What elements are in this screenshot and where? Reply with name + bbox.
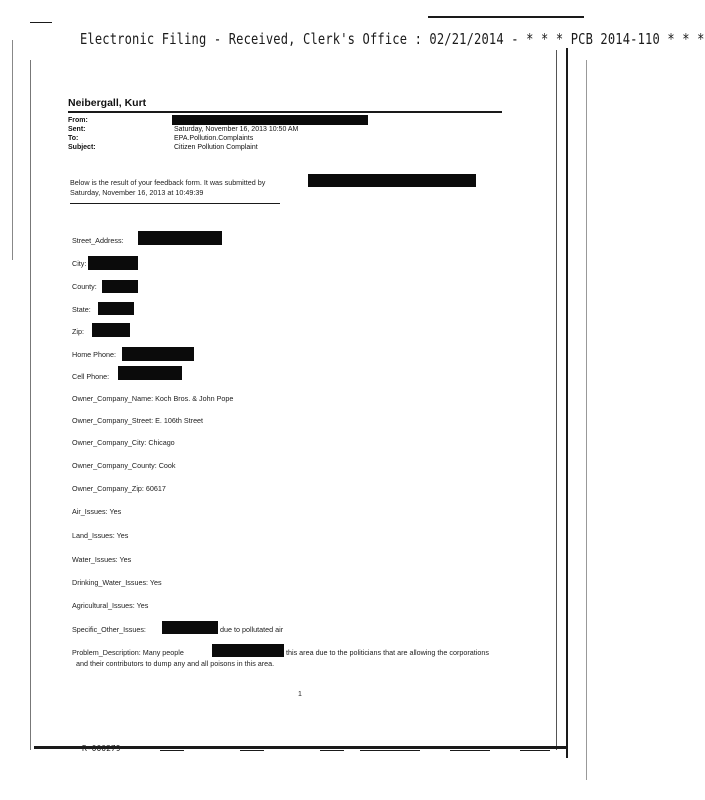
sender-name: Neibergall, Kurt: [68, 97, 147, 109]
field-owner-company-county: Owner_Company_County: Cook: [72, 461, 176, 470]
scan-right-edge: [566, 48, 568, 758]
field-air-issues: Air_Issues: Yes: [72, 507, 122, 516]
bates-number: R-000279: [82, 744, 121, 753]
field-owner-company-name: Owner_Company_Name: Koch Bros. & John Pope: [72, 394, 234, 403]
field-drinking-water-issues: Drinking_Water_Issues: Yes: [72, 578, 162, 587]
redaction-home-phone: [122, 347, 194, 361]
field-owner-company-street: Owner_Company_Street: E. 106th Street: [72, 416, 204, 425]
scan-left-edge-lower: [30, 60, 31, 750]
redaction-specific-other: [162, 621, 218, 634]
intro-line-1: Below is the result of your feedback form. It was submitted by: [70, 178, 266, 187]
redaction-street-address: [138, 231, 222, 245]
field-state: State:: [72, 305, 91, 314]
problem-description-line-2: and their contributors to dump any and all poisons in this area.: [76, 659, 275, 668]
redaction-city: [88, 256, 138, 270]
filing-stamp: Electronic Filing - Received, Clerk's Office : 02/21/2014 - * * * PCB 2014-110 * * *: [80, 30, 705, 48]
scan-bottom-dash-3: [320, 750, 344, 751]
scan-right-edge-2: [556, 50, 557, 750]
header-sent-value: Saturday, November 16, 2013 10:50 AM: [174, 126, 299, 133]
field-cell-phone: Cell Phone:: [72, 372, 110, 381]
field-zip: Zip:: [72, 327, 84, 336]
field-home-phone: Home Phone:: [72, 350, 116, 359]
scan-left-edge: [12, 40, 13, 260]
redaction-from: [172, 115, 368, 125]
header-sent-label: Sent:: [68, 126, 86, 133]
redaction-county: [102, 280, 138, 293]
field-water-issues: Water_Issues: Yes: [72, 555, 132, 564]
header-to-label: To:: [68, 135, 79, 142]
scan-bottom-dash-5: [450, 750, 490, 751]
field-problem-description: Problem_Description: Many people: [72, 648, 184, 657]
field-owner-company-city: Owner_Company_City: Chicago: [72, 438, 175, 447]
scan-bottom-dash-1: [160, 750, 184, 751]
scan-bottom-dash-6: [520, 750, 550, 751]
scan-bottom-dash-2: [240, 750, 264, 751]
redaction-state: [98, 302, 134, 315]
intro-divider: [70, 203, 280, 204]
redaction-cell-phone: [118, 366, 182, 380]
redaction-zip: [92, 323, 130, 337]
header-subject-value: Citizen Pollution Complaint: [174, 144, 258, 151]
field-county: County:: [72, 282, 97, 291]
header-from-label: From:: [68, 117, 88, 124]
field-owner-company-zip: Owner_Company_Zip: 60617: [72, 484, 166, 493]
field-city: City:: [72, 259, 87, 268]
redaction-submitter: [308, 174, 476, 187]
field-land-issues: Land_Issues: Yes: [72, 531, 129, 540]
field-street-address: Street_Address:: [72, 236, 124, 245]
scan-top-left-mark: [30, 22, 52, 23]
header-subject-label: Subject:: [68, 144, 96, 151]
specific-other-value: due to pollutated air: [220, 625, 284, 634]
problem-description-continued: this area due to the politicians that are allowing the corporations: [286, 648, 489, 657]
scan-right-edge-3: [586, 60, 587, 780]
redaction-problem: [212, 644, 284, 657]
page-number: 1: [298, 691, 302, 698]
sender-underline: [68, 111, 502, 113]
field-agricultural-issues: Agricultural_Issues: Yes: [72, 601, 149, 610]
intro-line-2: Saturday, November 16, 2013 at 10:49:39: [70, 188, 204, 197]
field-specific-other-issues: Specific_Other_Issues:: [72, 625, 146, 634]
scan-bottom-dash-4: [360, 750, 420, 751]
header-to-value: EPA.Pollution.Complaints: [174, 135, 254, 142]
scan-top-rule: [428, 16, 584, 18]
